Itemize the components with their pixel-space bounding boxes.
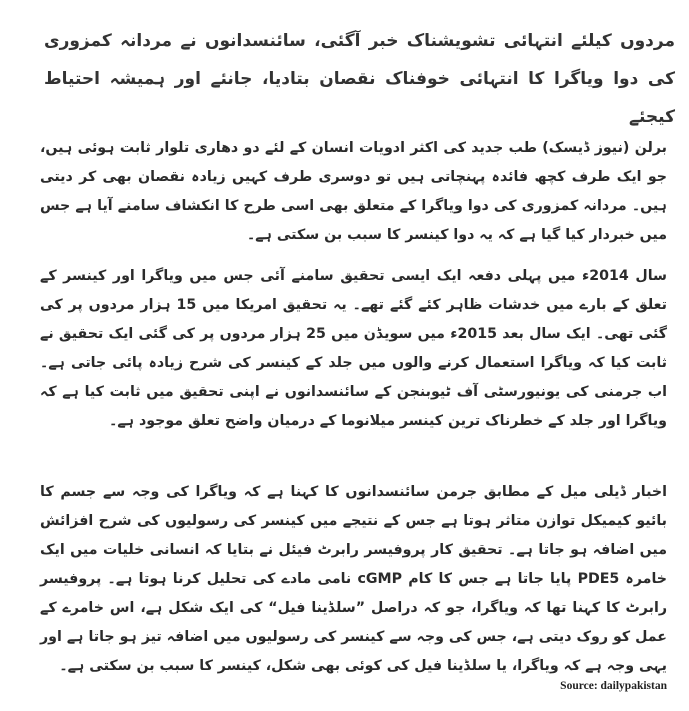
article-paragraph: سال 2014ء میں پہلی دفعہ ایک ایسی تحقیق سامنے آئی جس میں ویاگرا اور کینسر کے تعلق کے بارے میں خدشات ظاہر کئے گئے تھے۔ یہ تحقیق امریکا میں 15 ہزار مردوں پر کی گئی تھی۔ ایک سال بعد 2015ء میں سویڈن میں 25 ہزار مردوں پر کی گئی ایک تحقیق نے ثابت کیا کہ ویاگرا استعمال کرنے والوں میں جلد کے کینسر کی شرح زیادہ پائی جاتی ہے۔ اب جرمنی کی یونیورسٹی آف ٹیوبنجن کے سائنسدانوں نے اپنی تحقیق میں ثابت کیا ہے کہ ویاگرا اور جلد کے خطرناک ترین کینسر میلانوما کے درمیان واضح تعلق موجود ہے۔ bbox=[40, 268, 667, 429]
article-paragraph: برلن (نیوز ڈیسک) طب جدید کی اکثر ادویات انسان کے لئے دو دھاری تلوار ثابت ہوئی ہیں، جو ایک طرف کچھ فائدہ پہنچاتی ہیں تو دوسری طرف کہیں زیادہ نقصان بھی کر دیتی ہیں۔ مردانہ کمزوری کی دوا ویاگرا کے متعلق بھی اسی طرح کا انکشاف سامنے آیا ہے جس میں خبردار کیا گیا ہے کہ یہ دوا کینسر کا سبب بن سکتی ہے۔ bbox=[40, 140, 667, 243]
article-paragraph: اخبار ڈیلی میل کے مطابق جرمن سائنسدانوں کا کہنا ہے کہ ویاگرا کی وجہ سے جسم کا بائیو کیمیکل توازن متاثر ہوتا ہے جس کے نتیجے میں کینسر کی رسولیوں کی شرح افزائش میں اضافہ ہو جاتا ہے۔ تحقیق کار پروفیسر رابرٹ فیئل نے بتایا کہ انسانی خلیات میں ایک خامرہ PDE5 پایا جاتا ہے جس کا کام cGMP نامی مادے کی تحلیل کرنا ہوتا ہے۔ پروفیسر رابرٹ کا کہنا تھا کہ ویاگرا، جو کہ دراصل ”سلڈینا فیل“ کی ایک شکل ہے، اس خامرے کے عمل کو روک دیتی ہے، جس کی وجہ سے کینسر کی رسولیوں میں اضافہ تیز ہو جاتا ہے اور یہی وجہ ہے کہ ویاگرا، یا سلڈینا فیل کی کوئی بھی شکل، کینسر کا سبب بن سکتی ہے۔ bbox=[40, 484, 668, 674]
source-credit: Source: dailypakistan bbox=[560, 680, 667, 692]
article-headline: مردوں کیلئے انتہائی تشویشناک خبر آگئی، سائنسدانوں نے مردانہ کمزوری کی دوا ویاگرا کا انتہائی خوفناک نقصان بتادیا، جانئے اور ہمیشہ احتیاط کیجئے bbox=[44, 31, 675, 127]
